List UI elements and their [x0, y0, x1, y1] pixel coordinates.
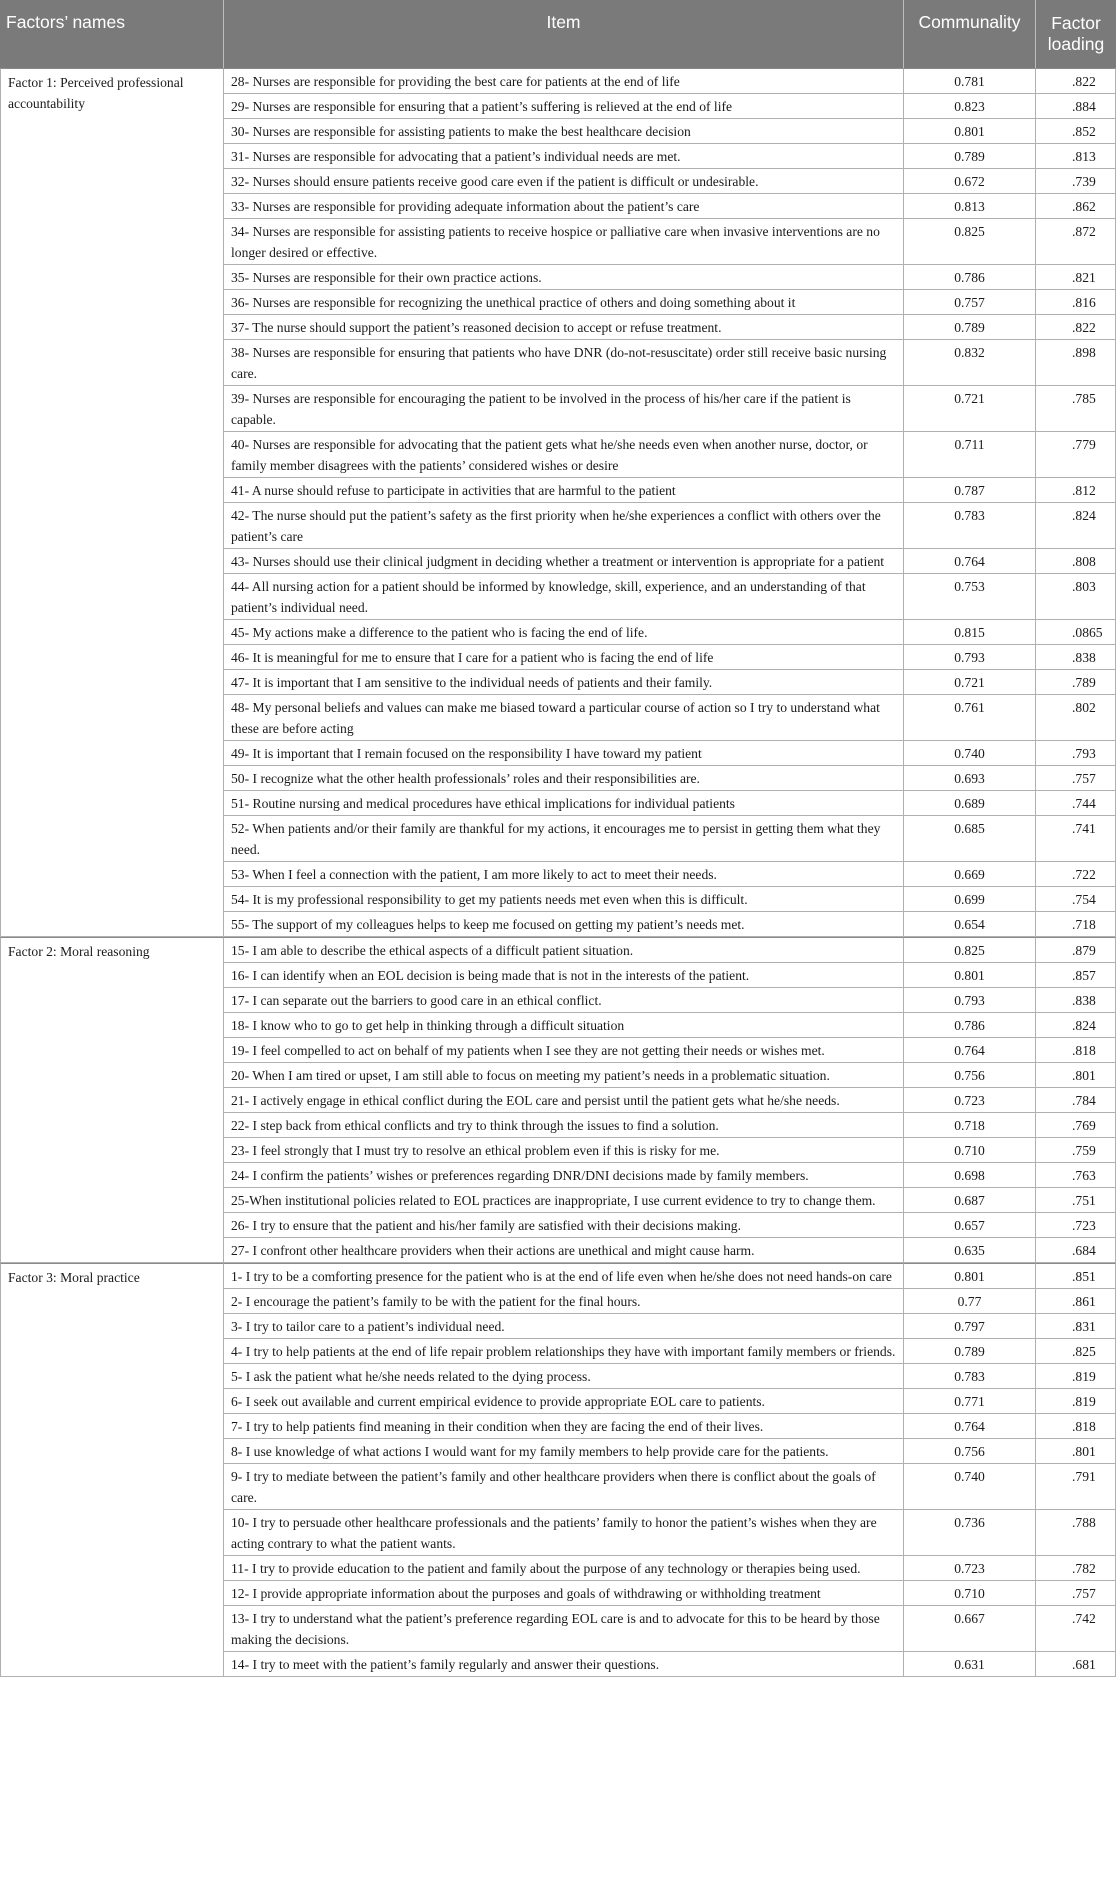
item-text: 28- Nurses are responsible for providing the best care for patients at the end of life — [224, 68, 904, 94]
communality-value: 0.710 — [904, 1581, 1036, 1606]
communality-value: 0.756 — [904, 1439, 1036, 1464]
item-text: 21- I actively engage in ethical conflict during the EOL care and persist until the patient gets what he/she needs. — [224, 1088, 904, 1113]
factor-loading-value: .898 — [1036, 340, 1116, 386]
item-text: 51- Routine nursing and medical procedures have ethical implications for individual patients — [224, 791, 904, 816]
header-communality: Communality — [904, 0, 1036, 68]
factor-loading-value: .838 — [1036, 645, 1116, 670]
item-text: 19- I feel compelled to act on behalf of my patients when I see they are not getting their needs or wishes met. — [224, 1038, 904, 1063]
communality-value: 0.825 — [904, 219, 1036, 265]
item-text: 38- Nurses are responsible for ensuring that patients who have DNR (do-not-resuscitate) order still receive basic nursing care. — [224, 340, 904, 386]
communality-value: 0.736 — [904, 1510, 1036, 1556]
factor-loading-value: .751 — [1036, 1188, 1116, 1213]
item-text: 47- It is important that I am sensitive to the individual needs of patients and their family. — [224, 670, 904, 695]
item-text: 52- When patients and/or their family are thankful for my actions, it encourages me to persist in getting them what they need. — [224, 816, 904, 862]
factor-loading-value: .791 — [1036, 1464, 1116, 1510]
header-factor-loading: Factor loading — [1036, 0, 1116, 68]
factor-loading-value: .757 — [1036, 766, 1116, 791]
communality-value: 0.723 — [904, 1088, 1036, 1113]
item-text: 55- The support of my colleagues helps to keep me focused on getting my patient’s needs met. — [224, 912, 904, 937]
factor-loading-value: .782 — [1036, 1556, 1116, 1581]
factor-loading-value: .821 — [1036, 265, 1116, 290]
factor-loading-value: .0865 — [1036, 620, 1116, 645]
factor-loading-value: .744 — [1036, 791, 1116, 816]
communality-value: 0.789 — [904, 315, 1036, 340]
factor-loading-value: .861 — [1036, 1289, 1116, 1314]
item-text: 17- I can separate out the barriers to good care in an ethical conflict. — [224, 988, 904, 1013]
item-text: 6- I seek out available and current empirical evidence to provide appropriate EOL care to patients. — [224, 1389, 904, 1414]
factor-loading-value: .681 — [1036, 1652, 1116, 1677]
factor-loading-value: .816 — [1036, 290, 1116, 315]
item-text: 44- All nursing action for a patient should be informed by knowledge, skill, experience, and an understanding of that patient’s individual need. — [224, 574, 904, 620]
communality-value: 0.685 — [904, 816, 1036, 862]
item-text: 3- I try to tailor care to a patient’s individual need. — [224, 1314, 904, 1339]
factor-loading-value: .723 — [1036, 1213, 1116, 1238]
factor-name: Factor 1: Perceived professional accountability — [0, 68, 224, 937]
factor-loading-value: .789 — [1036, 670, 1116, 695]
communality-value: 0.787 — [904, 478, 1036, 503]
table-row — [0, 1263, 1116, 1289]
communality-value: 0.710 — [904, 1138, 1036, 1163]
factor-loading-value: .879 — [1036, 937, 1116, 963]
factor-loading-value: .802 — [1036, 695, 1116, 741]
factor-loading-value: .793 — [1036, 741, 1116, 766]
item-text: 35- Nurses are responsible for their own practice actions. — [224, 265, 904, 290]
communality-value: 0.797 — [904, 1314, 1036, 1339]
factor-loading-value: .872 — [1036, 219, 1116, 265]
communality-value: 0.764 — [904, 1414, 1036, 1439]
communality-value: 0.761 — [904, 695, 1036, 741]
item-text: 39- Nurses are responsible for encouraging the patient to be involved in the process of his/her care if the patient is capable. — [224, 386, 904, 432]
item-text: 41- A nurse should refuse to participate in activities that are harmful to the patient — [224, 478, 904, 503]
item-text: 33- Nurses are responsible for providing adequate information about the patient’s care — [224, 194, 904, 219]
communality-value: 0.832 — [904, 340, 1036, 386]
communality-value: 0.723 — [904, 1556, 1036, 1581]
communality-value: 0.721 — [904, 670, 1036, 695]
communality-value: 0.757 — [904, 290, 1036, 315]
item-text: 32- Nurses should ensure patients receive good care even if the patient is difficult or undesirable. — [224, 169, 904, 194]
communality-value: 0.753 — [904, 574, 1036, 620]
item-text: 1- I try to be a comforting presence for the patient who is at the end of life even when he/she does not need hands-on care — [224, 1263, 904, 1289]
item-text: 10- I try to persuade other healthcare professionals and the patients’ family to honor the patient’s wishes when they are acting contrary to what the patient wants. — [224, 1510, 904, 1556]
communality-value: 0.667 — [904, 1606, 1036, 1652]
communality-value: 0.801 — [904, 119, 1036, 144]
communality-value: 0.793 — [904, 645, 1036, 670]
factor-loading-value: .812 — [1036, 478, 1116, 503]
factor-loading-value: .824 — [1036, 503, 1116, 549]
item-text: 54- It is my professional responsibility to get my patients needs met even when this is difficult. — [224, 887, 904, 912]
item-text: 25-When institutional policies related to EOL practices are inappropriate, I use current evidence to try to change them. — [224, 1188, 904, 1213]
communality-value: 0.764 — [904, 549, 1036, 574]
item-text: 36- Nurses are responsible for recognizing the unethical practice of others and doing something about it — [224, 290, 904, 315]
item-text: 45- My actions make a difference to the patient who is facing the end of life. — [224, 620, 904, 645]
factor-loading-value: .822 — [1036, 68, 1116, 94]
communality-value: 0.721 — [904, 386, 1036, 432]
factor-loading-value: .818 — [1036, 1414, 1116, 1439]
item-text: 11- I try to provide education to the patient and family about the purpose of any technology or therapies being used. — [224, 1556, 904, 1581]
communality-value: 0.635 — [904, 1238, 1036, 1263]
item-text: 49- It is important that I remain focused on the responsibility I have toward my patient — [224, 741, 904, 766]
factor-loading-value: .763 — [1036, 1163, 1116, 1188]
factor-loading-value: .785 — [1036, 386, 1116, 432]
communality-value: 0.756 — [904, 1063, 1036, 1088]
factor-loading-value: .769 — [1036, 1113, 1116, 1138]
factor-loading-value: .742 — [1036, 1606, 1116, 1652]
factor-loading-value: .788 — [1036, 1510, 1116, 1556]
communality-value: 0.657 — [904, 1213, 1036, 1238]
factor-loading-value: .852 — [1036, 119, 1116, 144]
table-row — [0, 937, 1116, 963]
communality-value: 0.789 — [904, 144, 1036, 169]
item-text: 30- Nurses are responsible for assisting patients to make the best healthcare decision — [224, 119, 904, 144]
communality-value: 0.813 — [904, 194, 1036, 219]
factor-loading-value: .825 — [1036, 1339, 1116, 1364]
item-text: 37- The nurse should support the patient’s reasoned decision to accept or refuse treatment. — [224, 315, 904, 340]
communality-value: 0.693 — [904, 766, 1036, 791]
item-text: 29- Nurses are responsible for ensuring that a patient’s suffering is relieved at the end of life — [224, 94, 904, 119]
item-text: 9- I try to mediate between the patient’s family and other healthcare providers when there is conflict about the goals of care. — [224, 1464, 904, 1510]
communality-value: 0.786 — [904, 1013, 1036, 1038]
communality-value: 0.687 — [904, 1188, 1036, 1213]
factor-loading-value: .862 — [1036, 194, 1116, 219]
factor-loading-value: .754 — [1036, 887, 1116, 912]
communality-value: 0.669 — [904, 862, 1036, 887]
communality-value: 0.672 — [904, 169, 1036, 194]
table-row — [0, 68, 1116, 94]
header-item: Item — [224, 0, 904, 68]
factor-loading-value: .684 — [1036, 1238, 1116, 1263]
factor-loading-value: .803 — [1036, 574, 1116, 620]
factor-loading-value: .718 — [1036, 912, 1116, 937]
communality-value: 0.793 — [904, 988, 1036, 1013]
table-body — [0, 68, 1116, 1677]
communality-value: 0.689 — [904, 791, 1036, 816]
communality-value: 0.740 — [904, 1464, 1036, 1510]
communality-value: 0.698 — [904, 1163, 1036, 1188]
item-text: 18- I know who to go to get help in thinking through a difficult situation — [224, 1013, 904, 1038]
communality-value: 0.825 — [904, 937, 1036, 963]
item-text: 23- I feel strongly that I must try to resolve an ethical problem even if this is risky for me. — [224, 1138, 904, 1163]
item-text: 50- I recognize what the other health professionals’ roles and their responsibilities are. — [224, 766, 904, 791]
item-text: 27- I confront other healthcare providers when their actions are unethical and might cause harm. — [224, 1238, 904, 1263]
item-text: 15- I am able to describe the ethical aspects of a difficult patient situation. — [224, 937, 904, 963]
item-text: 4- I try to help patients at the end of life repair problem relationships they have with important family members or friends. — [224, 1339, 904, 1364]
communality-value: 0.786 — [904, 265, 1036, 290]
factor-loading-value: .831 — [1036, 1314, 1116, 1339]
communality-value: 0.783 — [904, 1364, 1036, 1389]
item-text: 26- I try to ensure that the patient and his/her family are satisfied with their decisions making. — [224, 1213, 904, 1238]
item-text: 34- Nurses are responsible for assisting patients to receive hospice or palliative care when invasive interventions are no longer desired or effective. — [224, 219, 904, 265]
communality-value: 0.631 — [904, 1652, 1036, 1677]
factor-loading-value: .739 — [1036, 169, 1116, 194]
item-text: 14- I try to meet with the patient’s family regularly and answer their questions. — [224, 1652, 904, 1677]
header-factor-names: Factors’ names — [0, 0, 224, 68]
item-text: 22- I step back from ethical conflicts and try to think through the issues to find a solution. — [224, 1113, 904, 1138]
table-header-row — [0, 0, 1116, 68]
factor-loading-value: .819 — [1036, 1364, 1116, 1389]
factor-loading-value: .822 — [1036, 315, 1116, 340]
factor-loading-value: .801 — [1036, 1063, 1116, 1088]
communality-value: 0.711 — [904, 432, 1036, 478]
communality-value: 0.764 — [904, 1038, 1036, 1063]
factor-loading-value: .838 — [1036, 988, 1116, 1013]
item-text: 48- My personal beliefs and values can make me biased toward a particular course of action so I try to understand what these are before acting — [224, 695, 904, 741]
item-text: 8- I use knowledge of what actions I would want for my family members to help provide care for the patients. — [224, 1439, 904, 1464]
item-text: 40- Nurses are responsible for advocating that the patient gets what he/she needs even when another nurse, doctor, or family member disagrees with the patients’ considered wishes or desire — [224, 432, 904, 478]
item-text: 7- I try to help patients find meaning in their condition when they are facing the end of their lives. — [224, 1414, 904, 1439]
communality-value: 0.789 — [904, 1339, 1036, 1364]
factor-loading-value: .757 — [1036, 1581, 1116, 1606]
communality-value: 0.718 — [904, 1113, 1036, 1138]
item-text: 24- I confirm the patients’ wishes or preferences regarding DNR/DNI decisions made by family members. — [224, 1163, 904, 1188]
factor-loading-value: .741 — [1036, 816, 1116, 862]
factor-loading-value: .759 — [1036, 1138, 1116, 1163]
item-text: 31- Nurses are responsible for advocating that a patient’s individual needs are met. — [224, 144, 904, 169]
item-text: 42- The nurse should put the patient’s safety as the first priority when he/she experiences a conflict with others over the patient’s care — [224, 503, 904, 549]
factor-loading-value: .784 — [1036, 1088, 1116, 1113]
factor-loading-value: .722 — [1036, 862, 1116, 887]
communality-value: 0.783 — [904, 503, 1036, 549]
communality-value: 0.801 — [904, 963, 1036, 988]
factor-loading-value: .813 — [1036, 144, 1116, 169]
communality-value: 0.823 — [904, 94, 1036, 119]
factor-loading-value: .884 — [1036, 94, 1116, 119]
factor-loading-value: .801 — [1036, 1439, 1116, 1464]
item-text: 53- When I feel a connection with the patient, I am more likely to act to meet their needs. — [224, 862, 904, 887]
communality-value: 0.815 — [904, 620, 1036, 645]
factor-loading-value: .819 — [1036, 1389, 1116, 1414]
item-text: 5- I ask the patient what he/she needs related to the dying process. — [224, 1364, 904, 1389]
communality-value: 0.771 — [904, 1389, 1036, 1414]
factor-name: Factor 2: Moral reasoning — [0, 937, 224, 1263]
communality-value: 0.781 — [904, 68, 1036, 94]
factor-loading-value: .857 — [1036, 963, 1116, 988]
communality-value: 0.654 — [904, 912, 1036, 937]
factor-loading-value: .808 — [1036, 549, 1116, 574]
factor-loading-value: .818 — [1036, 1038, 1116, 1063]
item-text: 13- I try to understand what the patient’s preference regarding EOL care is and to advocate for this to be heard by those making the decisions. — [224, 1606, 904, 1652]
factor-name: Factor 3: Moral practice — [0, 1263, 224, 1677]
item-text: 46- It is meaningful for me to ensure that I care for a patient who is facing the end of life — [224, 645, 904, 670]
item-text: 2- I encourage the patient’s family to be with the patient for the final hours. — [224, 1289, 904, 1314]
communality-value: 0.77 — [904, 1289, 1036, 1314]
item-text: 20- When I am tired or upset, I am still able to focus on meeting my patient’s needs in a problematic situation. — [224, 1063, 904, 1088]
item-text: 43- Nurses should use their clinical judgment in deciding whether a treatment or intervention is appropriate for a patient — [224, 549, 904, 574]
factor-loading-value: .824 — [1036, 1013, 1116, 1038]
factor-loading-value: .779 — [1036, 432, 1116, 478]
communality-value: 0.699 — [904, 887, 1036, 912]
factor-loading-value: .851 — [1036, 1263, 1116, 1289]
communality-value: 0.801 — [904, 1263, 1036, 1289]
item-text: 12- I provide appropriate information about the purposes and goals of withdrawing or withholding treatment — [224, 1581, 904, 1606]
communality-value: 0.740 — [904, 741, 1036, 766]
item-text: 16- I can identify when an EOL decision is being made that is not in the interests of the patient. — [224, 963, 904, 988]
